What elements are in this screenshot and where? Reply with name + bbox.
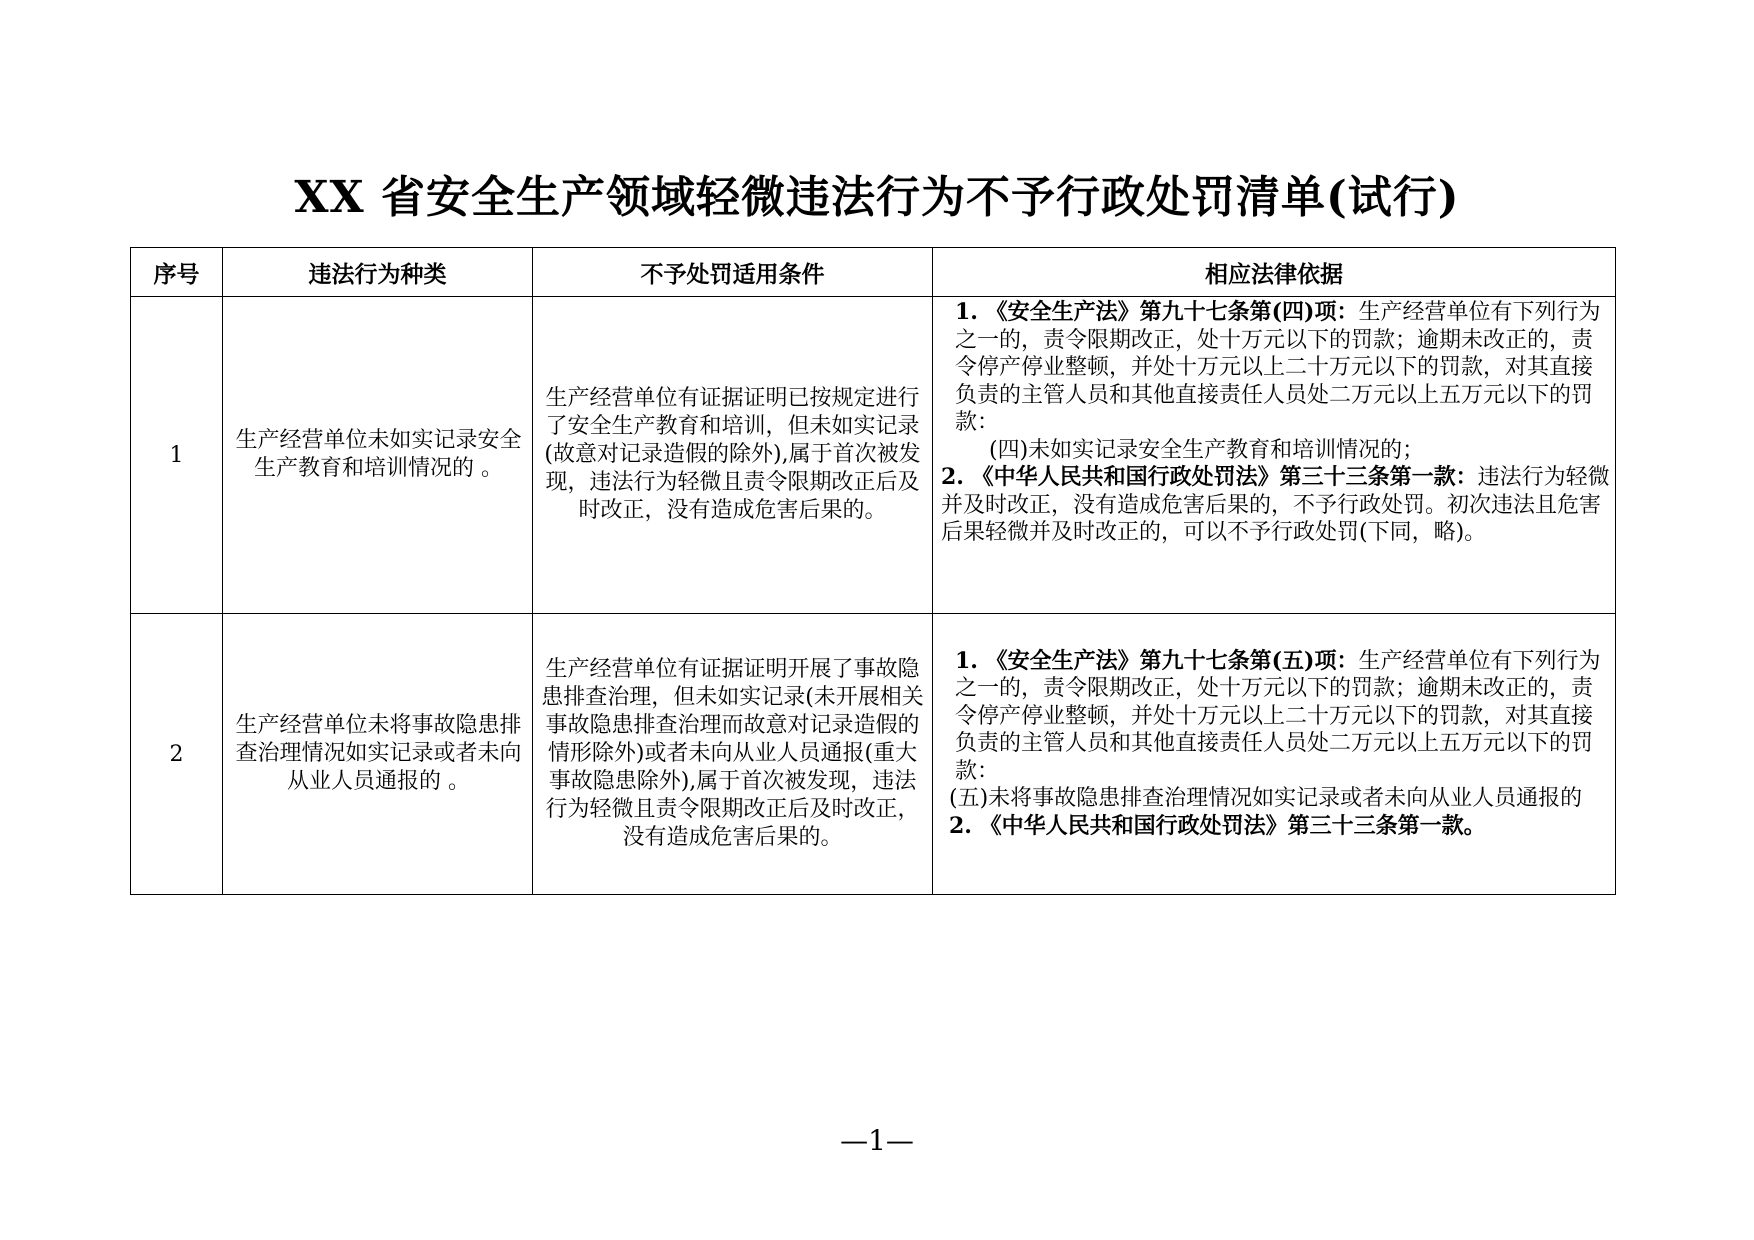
header-legal-basis: 相应法律依据 — [933, 248, 1616, 297]
legal-article-body: 违法行为轻微并及时改正，没有造成危害后果的，不予行政处罚。初次违法且危害后果轻微并及时改正的，可以不予行政处罚(下同，略)。 — [941, 465, 1610, 545]
page-title: XX 省安全生产领域轻微违法行为不予行政处罚清单(试行) — [294, 172, 1460, 223]
exemption-condition-text: 生产经营单位有证据证明开展了事故隐患排查治理，但未如实记录(未开展相关事故隐患排查治理而故意对记录造假的情形除外)或者未向从业人员通报(重大事故隐患除外),属于首次被发现，违法行为轻微且责令限期改正后及时改正，没有造成危害后果的。 — [541, 657, 924, 850]
legal-article-body: 生产经营单位有下列行为之一的，责令限期改正，处十万元以下的罚款；逾期未改正的，责令停产停业整顿，并处十万元以上二十万元以下的罚款，对其直接负责的主管人员和其他直接责任人员处二万元以上五万元以下的罚款： — [955, 648, 1601, 784]
legal-basis-item: (四)未如实记录安全生产教育和培训情况的； — [989, 437, 1425, 463]
violation-type-cell — [223, 297, 533, 614]
legal-article-body: 生产经营单位有下列行为之一的，责令限期改正，处十万元以下的罚款；逾期未改正的，责令停产停业整顿，并处十万元以上二十万元以下的罚款，对其直接负责的主管人员和其他直接责任人员处二万元以上五万元以下的罚款： — [955, 300, 1601, 435]
page-number: —1— — [840, 1124, 914, 1157]
table-row — [131, 297, 1616, 614]
legal-basis-paragraph-1 — [941, 299, 1613, 437]
header-no: 序号 — [131, 248, 223, 297]
legal-basis-paragraph-1 — [941, 648, 1613, 786]
row-number: 2 — [131, 614, 223, 895]
violation-type-cell — [223, 614, 533, 895]
legal-article-heading: 1. 《安全生产法》第九十七条第(四)项： — [955, 299, 1359, 325]
legal-article-heading: 1. 《安全生产法》第九十七条第(五)项： — [955, 647, 1359, 674]
violation-type-text: 生产经营单位未将事故隐患排查治理情况如实记录或者未向从业人员通报的 。 — [235, 713, 522, 794]
exemption-condition-cell — [533, 614, 933, 895]
legal-basis-cell — [933, 297, 1616, 614]
table-header-row — [131, 248, 1616, 297]
header-violation-type: 违法行为种类 — [223, 248, 533, 297]
legal-basis-paragraph-2: 2. 《中华人民共和国行政处罚法》第三十三条第一款。 — [949, 812, 1486, 839]
legal-article-heading: 2. 《中华人民共和国行政处罚法》第三十三条第一款： — [941, 464, 1478, 490]
header-exemption-conditions: 不予处罚适用条件 — [533, 248, 933, 297]
legal-basis-item: (五)未将事故隐患排查治理情况如实记录或者未向从业人员通报的 — [949, 786, 1583, 812]
legal-basis-cell — [933, 614, 1616, 895]
exemption-condition-cell — [533, 297, 933, 614]
legal-basis-text — [933, 648, 1615, 861]
legal-basis-text — [933, 297, 1615, 547]
exemption-condition-text: 生产经营单位有证据证明已按规定进行了安全生产教育和培训，但未如实记录(故意对记录造假的除外),属于首次被发现，违法行为轻微且责令限期改正后及时改正，没有造成危害后果的。 — [544, 386, 921, 523]
violation-type-text: 生产经营单位未如实记录安全生产教育和培训情况的 。 — [235, 428, 522, 481]
row-number: 1 — [131, 297, 223, 614]
table-row — [131, 614, 1616, 895]
legal-basis-paragraph-2 — [941, 464, 1613, 547]
penalty-exemption-table — [130, 247, 1616, 895]
